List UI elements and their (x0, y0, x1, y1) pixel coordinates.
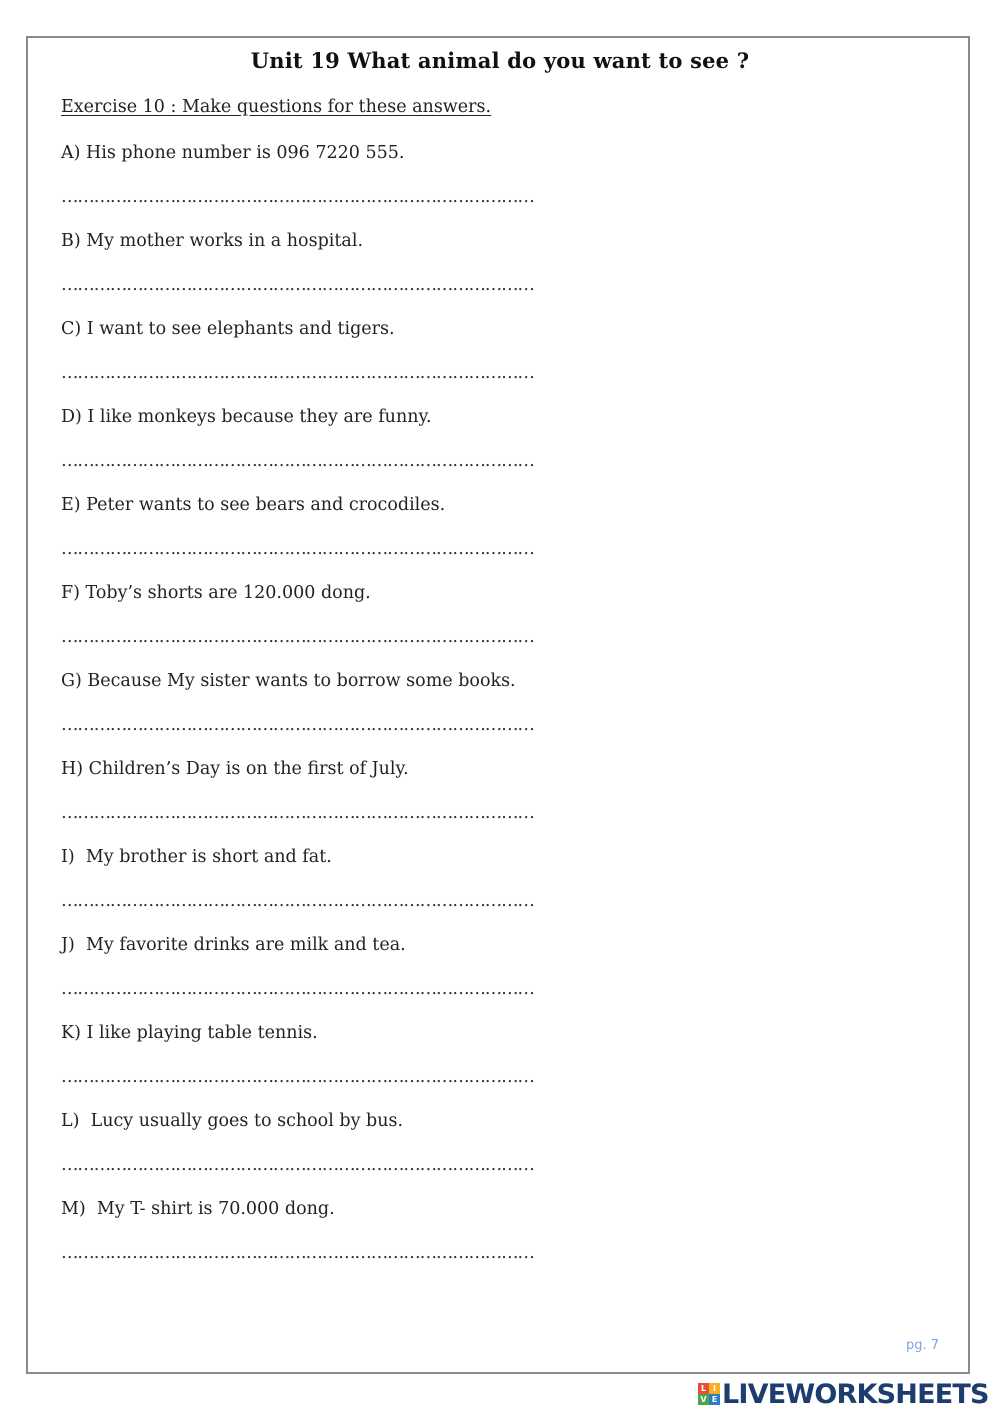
question-text: G) Because My sister wants to borrow some books. (61, 671, 516, 691)
exercise-instruction: Exercise 10 : Make questions for these answers. (61, 97, 492, 117)
answer-line[interactable]: …………………………………………………………………………… (61, 539, 534, 559)
question-item (61, 1197, 681, 1285)
question-item (61, 405, 681, 493)
answer-line[interactable]: …………………………………………………………………………… (61, 891, 534, 911)
answer-line[interactable]: …………………………………………………………………………… (61, 363, 534, 383)
question-text: L) Lucy usually goes to school by bus. (61, 1111, 404, 1131)
question-text: A) His phone number is 096 7220 555. (61, 143, 405, 163)
answer-line[interactable]: …………………………………………………………………………… (61, 803, 534, 823)
question-text: I) My brother is short and fat. (61, 847, 332, 867)
question-item (61, 1109, 681, 1197)
question-item (61, 669, 681, 757)
answer-line[interactable]: …………………………………………………………………………… (61, 1243, 534, 1263)
liveworksheets-logo-icon (698, 1383, 720, 1405)
answer-line[interactable]: …………………………………………………………………………… (61, 715, 534, 735)
question-item (61, 141, 681, 229)
page-title: Unit 19 What animal do you want to see ? (250, 48, 750, 73)
logo-tile: E (709, 1394, 720, 1405)
question-text: H) Children’s Day is on the first of July. (61, 759, 409, 779)
answer-line[interactable]: …………………………………………………………………………… (61, 1067, 534, 1087)
question-item (61, 933, 681, 1021)
question-item (61, 757, 681, 845)
brand-footer[interactable] (698, 1378, 989, 1410)
question-text: D) I like monkeys because they are funny. (61, 407, 432, 427)
answer-line[interactable]: …………………………………………………………………………… (61, 1155, 534, 1175)
answer-line[interactable]: …………………………………………………………………………… (61, 451, 534, 471)
answer-line[interactable]: …………………………………………………………………………… (61, 627, 534, 647)
question-list (61, 141, 681, 1285)
question-item (61, 317, 681, 405)
logo-tile: V (698, 1394, 709, 1405)
logo-tile: L (698, 1383, 709, 1394)
question-text: E) Peter wants to see bears and crocodiles. (61, 495, 446, 515)
question-text: M) My T- shirt is 70.000 dong. (61, 1199, 335, 1219)
answer-line[interactable]: …………………………………………………………………………… (61, 275, 534, 295)
brand-name: LIVEWORKSHEETS (722, 1378, 989, 1410)
question-text: B) My mother works in a hospital. (61, 231, 364, 251)
answer-line[interactable]: …………………………………………………………………………… (61, 979, 534, 999)
question-item (61, 1021, 681, 1109)
page-number: pg. 7 (906, 1338, 940, 1353)
question-text: F) Toby’s shorts are 120.000 dong. (61, 583, 371, 603)
answer-line[interactable]: …………………………………………………………………………… (61, 187, 534, 207)
question-item (61, 581, 681, 669)
question-item (61, 845, 681, 933)
question-item (61, 229, 681, 317)
question-text: J) My favorite drinks are milk and tea. (61, 935, 406, 955)
question-text: K) I like playing table tennis. (61, 1023, 318, 1043)
question-item (61, 493, 681, 581)
logo-tile: I (709, 1383, 720, 1394)
question-text: C) I want to see elephants and tigers. (61, 319, 395, 339)
